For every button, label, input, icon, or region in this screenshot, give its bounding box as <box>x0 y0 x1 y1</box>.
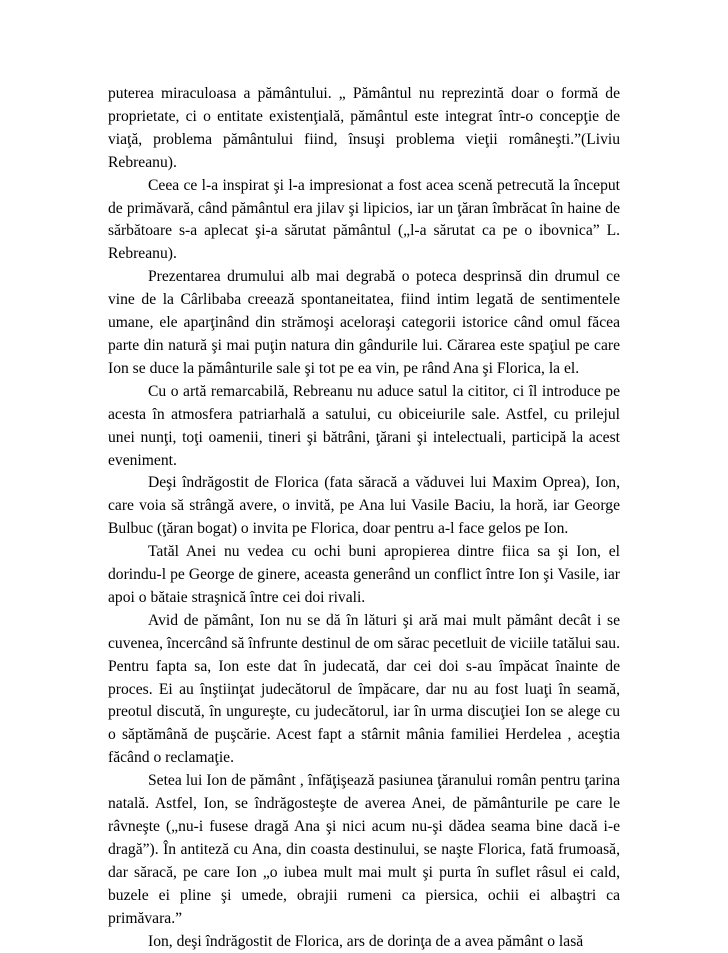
document-page <box>108 83 620 953</box>
paragraph-9: Ion, deşi îndrăgostit de Florica, ars de dorinţa de a avea pământ o lasă <box>148 932 584 950</box>
paragraph-1: puterea miraculoasa a pământului. „ Pământul nu reprezintă doar o formă de proprietate, ci o entitate existenţială, pământul este integrat într-o concepţie de viaţă, problema pământului fiind, însuşi problema vieţii româneşti.”(Liviu Rebreanu). <box>108 85 620 171</box>
paragraph-8: Setea lui Ion de pământ , înfăţişează pasiunea ţăranului român pentru ţarina natală. Astfel, Ion, se îndrăgosteşte de averea Anei, de pământurile pe care le râvneşte („nu-i fusese dragă Ana şi nici acum nu-şi dădea seama bine dacă i-e dragă”). În antiteză cu Ana, din coasta destinului, se naşte Florica, fată frumoasă, dar săracă, pe care Ion „o iubea mult mai mult şi purta în suflet râsul ei cald, buzele ei pline şi umede, obrajii rumeni ca piersica, ochii ei albaştri ca primăvara.” <box>108 772 620 927</box>
paragraph-3: Prezentarea drumului alb mai degrabă o poteca desprinsă din drumul ce vine de la Cârlibaba creează spontaneitatea, fiind intim legată de sentimentele umane, ele aparţinând din strămoşi aceloraşi categorii istorice când omul făcea parte din natură şi mai puţin natura din gândurile lui. Cărarea este spaţiul pe care Ion se duce la pământurile sale şi tot pe ea vin, pe rând Ana şi Florica, la el. <box>108 268 620 377</box>
paragraph-5: Deşi îndrăgostit de Florica (fata săracă a văduvei lui Maxim Oprea), Ion, care voia să strângă avere, o invită, pe Ana lui Vasile Baciu, la horă, iar George Bulbuc (ţăran bogat) o invita pe Florica, doar pentru a-l face gelos pe Ion. <box>108 474 620 538</box>
paragraph-7: Avid de pământ, Ion nu se dă în lături şi ară mai mult pământ decât i se cuvenea, încercând să înfrunte destinul de om sărac pecetluit de viciile tatălui sau. Pentru fapta sa, Ion este dat în judecată, dar cei doi s-au împăcat înainte de proces. Ei au înştiinţat judecătorul de împăcare, dar nu au fost luaţi în seamă, preotul discută, în ungureşte, cu judecătorul, iar în urma discuţiei Ion se alege cu o săptămână de puşcărie. Acest fapt a stârnit mânia familiei Herdelea , aceştia făcând o reclamaţie. <box>108 611 620 767</box>
paragraph-6: Tatăl Anei nu vedea cu ochi buni apropierea dintre fiica sa şi Ion, el dorindu-l pe George de ginere, aceasta generând un conflict între Ion şi Vasile, iar apoi o bătaie straşnică între cei doi rivali. <box>108 543 620 606</box>
paragraph-2: Ceea ce l-a inspirat şi l-a impresionat a fost acea scenă petrecută la început de primăvară, când pământul era jilav şi lipicios, iar un ţăran îmbrăcat în haine de sărbătoare s-a aplecat şi-a sărutat pământul („l-a sărutat ca pe o ibovnica” L. Rebreanu). <box>108 176 620 263</box>
paragraph-4: Cu o artă remarcabilă, Rebreanu nu aduce satul la cititor, ci îl introduce pe acesta în atmosfera patriarhală a satului, cu obiceiurile sale. Astfel, cu prilejul unei nunţi, toţi oamenii, tineri şi bătrâni, ţărani şi intelectuali, participă la acest eveniment. <box>108 382 620 469</box>
